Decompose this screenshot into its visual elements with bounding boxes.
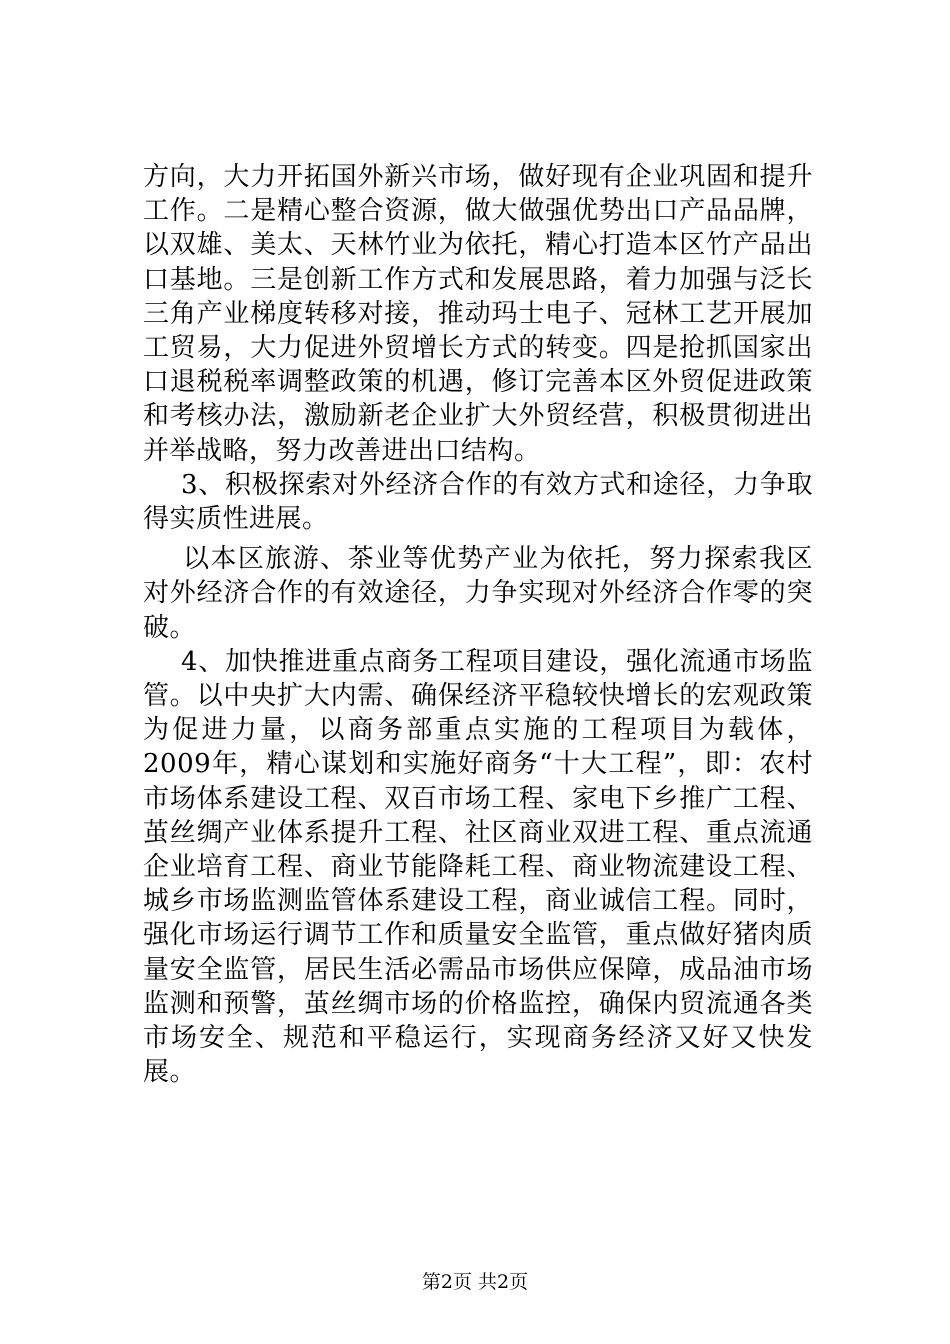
paragraph-heading-4-projects: 4、加快推进重点商务工程项目建设，强化流通市场监管。以中央扩大内需、确保经济平稳较快增长的宏观政策为促进力量，以商务部重点实施的工程项目为载体，2009年，精心谋划和实施好商务“十大工程”，即：农村市场体系建设工程、双百市场工程、家电下乡推广工程、茧丝绸产业体系提升工程、社区商业双进工程、重点流通企业培育工程、商业节能降耗工程、商业物流建设工程、城乡市场监测监管体系建设工程，商业诚信工程。同时，强化市场运行调节工作和质量安全监管，重点做好猪肉质量安全监管，居民生活必需品市场供应保障，成品油市场监测和预警，茧丝绸市场的价格监控，确保内贸流通各类市场安全、规范和平稳运行，实现商务经济又好又快发展。 bbox=[143, 646, 813, 1088]
paragraph-heading-3: 3、积极探索对外经济合作的有效方式和途径，力争取得实质性进展。 bbox=[143, 469, 813, 535]
document-body bbox=[143, 160, 813, 1089]
paragraph-export-measures: 方向，大力开拓国外新兴市场，做好现有企业巩固和提升工作。二是精心整合资源，做大做强优势出口产品品牌，以双雄、美太、天林竹业为依托，精心打造本区竹产品出口基地。三是创新工作方式和发展思路，着力加强与泛长三角产业梯度转移对接，推动玛士电子、冠林工艺开展加工贸易，大力促进外贸增长方式的转变。四是抢抓国家出口退税税率调整政策的机遇，修订完善本区外贸促进政策和考核办法，激励新老企业扩大外贸经营，积极贯彻进出并举战略，努力改善进出口结构。 bbox=[143, 162, 813, 466]
paragraph-economic-cooperation: 以本区旅游、茶业等优势产业为依托，努力探索我区对外经济合作的有效途径，力争实现对外经济合作零的突破。 bbox=[143, 544, 813, 643]
page-number-footer: 第2页 共2页 bbox=[421, 1271, 529, 1293]
